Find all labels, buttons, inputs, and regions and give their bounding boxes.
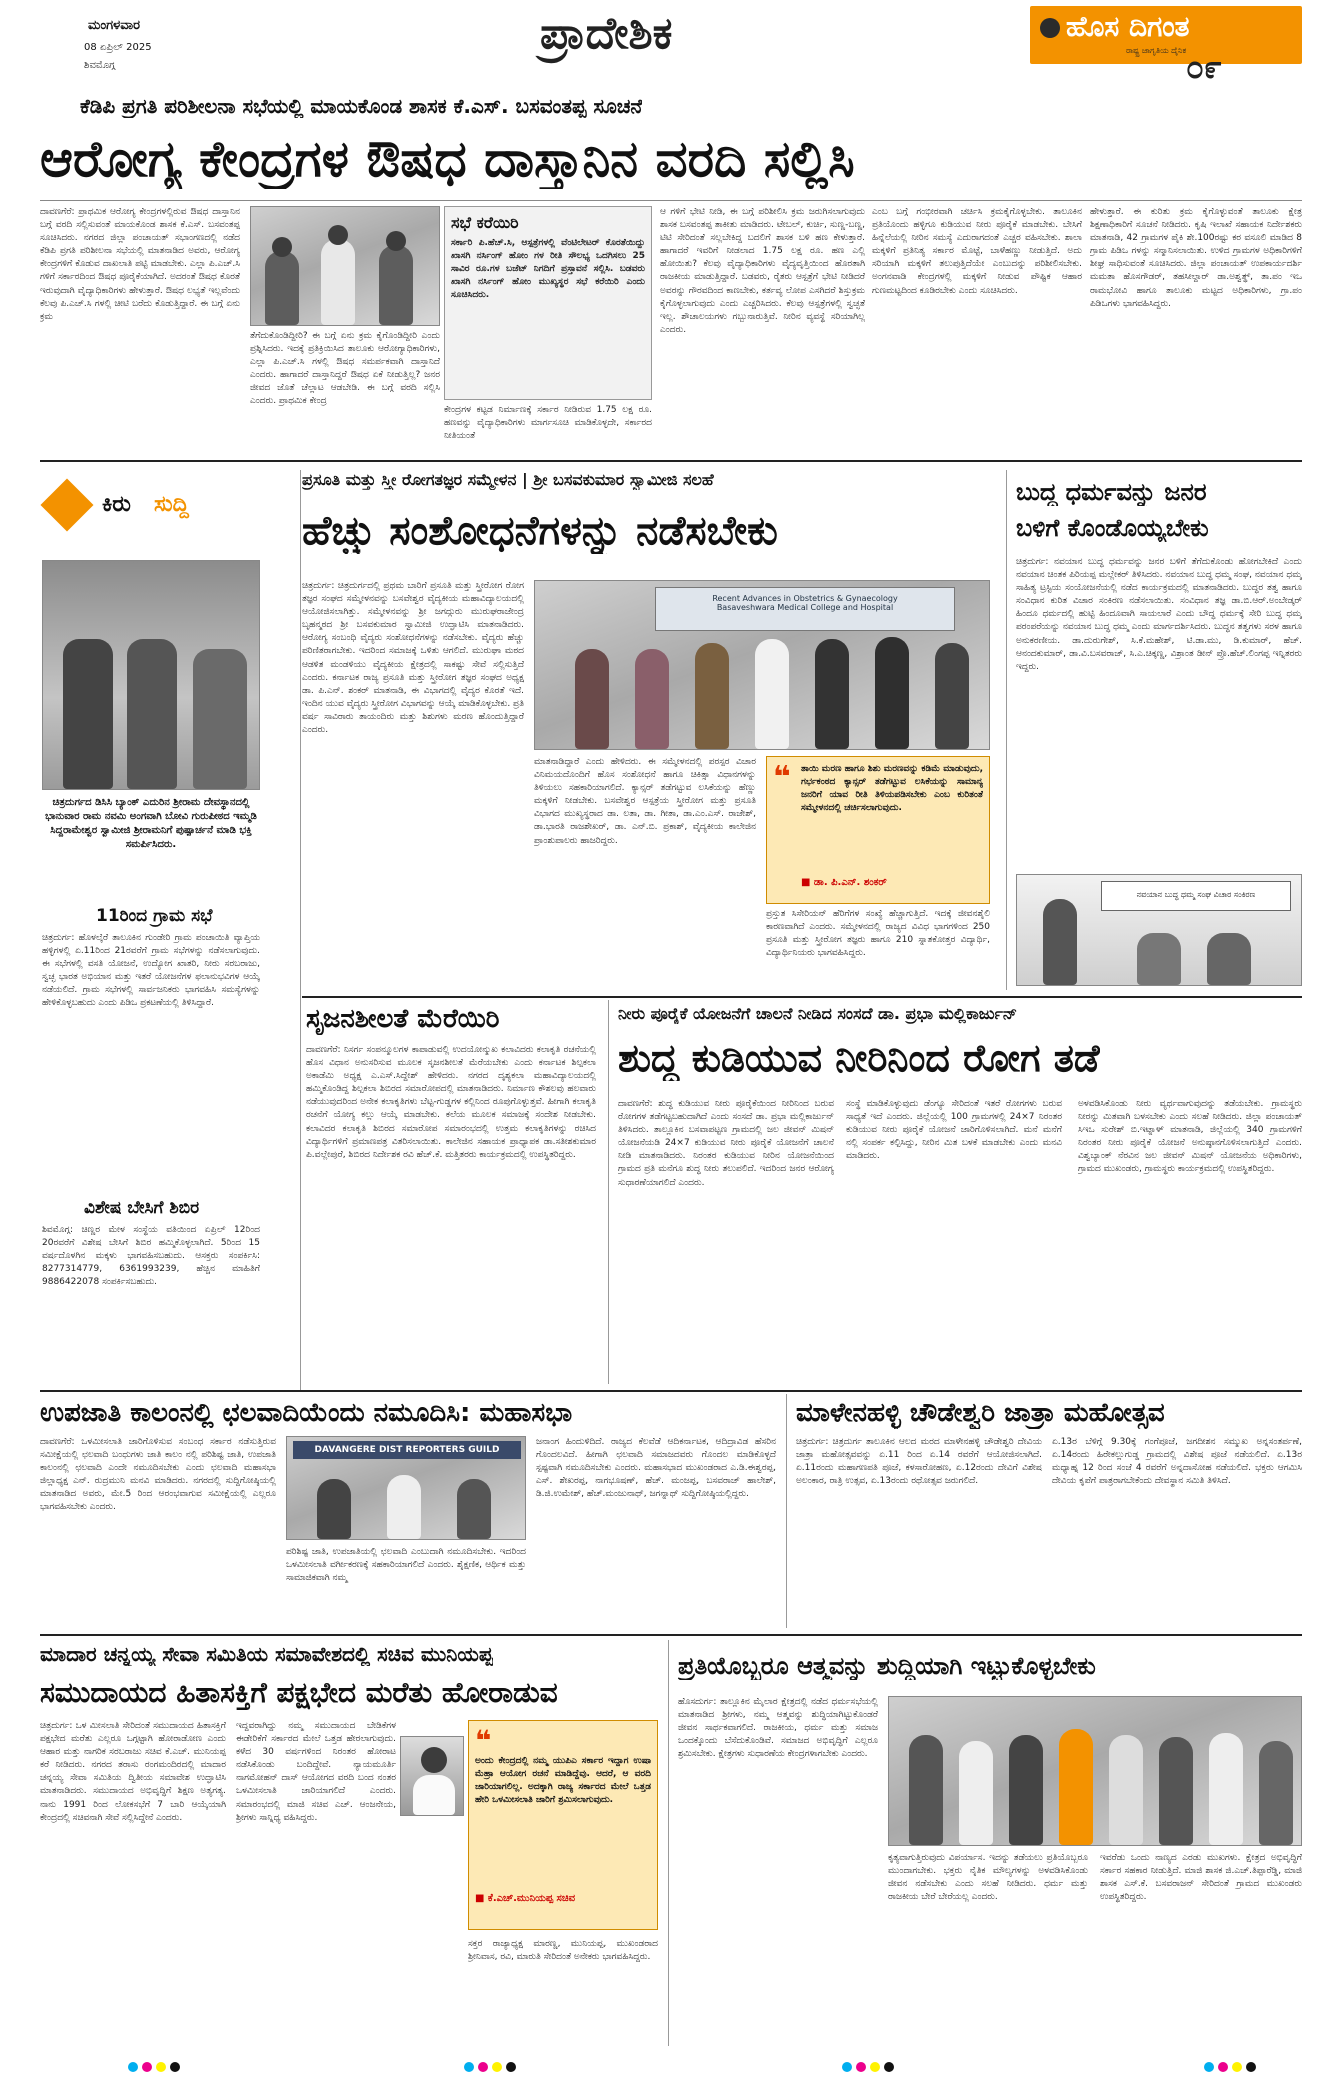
- upajati-col-2: ಪರಿಶಿಷ್ಟ ಜಾತಿ, ಉಪಜಾತಿಯಲ್ಲಿ ಛಲವಾದಿ ಎಂಬುದಾಗಿ ನಮೂದಿಸಬೇಕು. ಇದರಿಂದ ಒಳಮೀಸಲಾತಿ ವರ್ಗೀಕರಣಕ್ಕೆ ಸಹಕಾರಿಯಾಗಲಿದೆ ಎಂದರು. ಶೈಕ್ಷಣಿಕ, ಆರ್ಥಿಕ ಮತ್ತು ಸಾಮಾಜಿಕವಾಗಿ ನಮ್ಮ: [286, 1547, 526, 1584]
- buddha-photo: [1016, 874, 1302, 986]
- upajati-photo: [286, 1436, 526, 1540]
- lead-box-title: ಸಭೆ ಕರೆಯಿರಿ: [451, 213, 519, 232]
- buddha-headline-b: ಬಳಿಗೆ ಕೊಂಡೊಯ್ಯಬೇಕು: [1016, 514, 1209, 542]
- lead-headline: ಆರೋಗ್ಯ ಕೇಂದ್ರಗಳ ಔಷಧ ದಾಸ್ತಾನಿನ ವರದಿ ಸಲ್ಲಿಸಿ: [40, 130, 855, 188]
- prasuti-col-2: ಮಾತನಾಡಿದ್ದಾರೆ ಎಂದು ಹೇಳಿದರು. ಈ ಸಮ್ಮೇಳನದಲ್ಲಿ ಪರಸ್ಪರ ವಿಚಾರ ವಿನಿಮಯದೊಂದಿಗೆ ಹೊಸ ಸಂಶೋಧನೆ ಹಾಗೂ ಚಿಕಿತ್ಸಾ ವಿಧಾನಗಳನ್ನು ತಿಳಿಯಲು ಸಹಕಾರಿಯಾಗಲಿದೆ. ಕ್ಯಾನ್ಸರ್ ತಡೆಗಟ್ಟುವ ಲಸಿಕೆಯನ್ನು ಹೆಣ್ಣು ಮಕ್ಕಳಿಗೆ ನೀಡಬೇಕು. ಬಸವೇಶ್ವರ ಆಸ್ಪತ್ರೆಯ ಸ್ತ್ರೀರೋಗ ಮತ್ತು ಪ್ರಸೂತಿ ವಿಭಾಗದ ಮುಖ್ಯಸ್ಥರಾದ ಡಾ. ಲತಾ, ಡಾ. ಗೀತಾ, ಡಾ.ಎಂ.ಎಸ್. ರಾಜೇಶ್, ಡಾ.ಭಾರತಿ ರಾಜಶೇಖರ್, ಡಾ. ಎನ್.ಬಿ. ಪ್ರಕಾಶ್, ವೈದ್ಯಕೀಯ ಕಾಲೇಜಿನ ಪ್ರಾಂಶುಪಾಲರು ಹಾಜರಿದ್ದರು.: [534, 757, 756, 846]
- muniyappa-photo: [400, 1736, 464, 1816]
- kiru-suddi-header: [42, 480, 252, 538]
- conference-banner-line-2: Basaveshwara Medical College and Hospital: [716, 603, 894, 612]
- srujan-para: ದಾವಣಗೆರೆ: ನಿಸರ್ಗ ಸಂಪನ್ಮೂಲಗಳ ಕಾಪಾಡುವಲ್ಲಿ ಉದಯೋನ್ಮುಖ ಕಲಾವಿದರು ಕಲಾಕೃತಿ ರಚನೆಯಲ್ಲಿ ಹೊಸ ವಿಧಾನ ಅನುಸರಿಸುವ ಮೂಲಕ ಸೃಜನಶೀಲತೆ ಮೆರೆಯಬೇಕು ಎಂದು ಕರ್ನಾಟಕ ಶಿಲ್ಪಕಲಾ ಅಕಾಡೆಮಿ ಅಧ್ಯಕ್ಷ ಎ.ಎಸ್.ಸಿದ್ದೇಶ್ ಹೇಳಿದರು. ನಗರದ ದೃಶ್ಯಕಲಾ ಮಹಾವಿದ್ಯಾಲಯದಲ್ಲಿ ಹಮ್ಮಿಕೊಂಡಿದ್ದ ಶಿಲ್ಪಕಲಾ ಶಿಬಿರದ ಸಮಾರೋಪದಲ್ಲಿ ಮಾತನಾಡಿದರು. ನಿರ್ಮಾಣ ಕೌಶಲವು ಹಲವಾರು ನಡೆಯುವುದರಿಂದ ಅನೇಕ ಕಲಾಕೃತಿಗಳು ಬೆಟ್ಟ-ಗುಡ್ಡಗಳ ಕಲ್ಲಿನಿಂದ ರೂಪುಗೊಳ್ಳುತ್ತವೆ. ಹೀಗಾಗಿ ಕಲಾಕೃತಿ ರಚನೆಗೆ ಯೋಗ್ಯ ಕಲ್ಲು ಆಯ್ಕೆ ಮಾಡಬೇಕು. ಕಲೆಯ ಮೂಲಕ ಸಮಾಜಕ್ಕೆ ಸಂದೇಶ ನೀಡಬೇಕು. ಕಲಾವಿದರ ಕಲಾಕೃತಿ ಶಿಬಿರದ ಸಮಾರೋಪ ಸಮಾರಂಭದಲ್ಲಿ ಉತ್ತಮ ಕಲಾಕೃತಿಗಳನ್ನು ರಚಿಸಿದ ವಿದ್ಯಾರ್ಥಿಗಳಿಗೆ ಪ್ರಮಾಣಪತ್ರ ವಿತರಿಸಲಾಯಿತು. ಕಾಲೇಜಿನ ಸಹಾಯಕ ಪ್ರಾಧ್ಯಾಪಕ ಡಾ.ಸತೀಶಕುಮಾರ ಪಿ.ವಲ್ಲೇಪುರೆ, ಶಿಬಿರದ ನಿರ್ದೇಶಕ ರವಿ ಹೆಚ್.ಕೆ. ಮತ್ತಿತರರು ಕಾರ್ಯಕ್ರಮದಲ್ಲಿ ಉಪಸ್ಥಿತರಿದ್ದರು.: [306, 1045, 596, 1160]
- lead-col-5: ಎಂಬ ಬಗ್ಗೆ ಗಂಭೀರವಾಗಿ ಚರ್ಚಿಸಿ ಕ್ರಮಕೈಗೊಳ್ಳಬೇಕು. ತಾಲೂಕಿನ ಪ್ರತಿಯೊಂದು ಹಳ್ಳಿಗೂ ಕುಡಿಯುವ ನೀರು ಪೂರೈಕೆ ಮಾಡಬೇಕು. ಬೇಸಿಗೆ ಹಿನ್ನೆಲೆಯಲ್ಲಿ ನೀರಿನ ಸಮಸ್ಯೆ ಎದುರಾಗದಂತೆ ಎಚ್ಚರ ವಹಿಸಬೇಕು. ಶಾಲಾ ಮಕ್ಕಳಿಗೆ ಪ್ರತಿನಿತ್ಯ ಸರ್ಕಾರ ಮೊಟ್ಟೆ, ಬಾಳೆಹಣ್ಣು ನೀಡುತ್ತಿದೆ. ಅದು ಸರಿಯಾಗಿ ಮಕ್ಕಳಿಗೆ ತಲುಪುತ್ತಿದೆಯೇ ಎಂಬುದನ್ನು ಪರಿಶೀಲಿಸಬೇಕು. ಅಂಗನವಾಡಿ ಕೇಂದ್ರಗಳಲ್ಲಿ ಮಕ್ಕಳಿಗೆ ನೀಡುವ ಪೌಷ್ಟಿಕ ಆಹಾರ ಗುಣಮಟ್ಟದಿಂದ ಕೂಡಿರಬೇಕು ಎಂದು ಸೂಚಿಸಿದರು.: [872, 207, 1082, 296]
- lead-kicker: ಕೆಡಿಪಿ ಪ್ರಗತಿ ಪರಿಶೀಲನಾ ಸಭೆಯಲ್ಲಿ ಮಾಯಕೊಂಡ ಶಾಸಕ ಕೆ.ಎಸ್‌. ಬಸವಂತಪ್ಪ ಸೂಚನೆ: [80, 94, 643, 118]
- lead-col-3: ಕೇಂದ್ರಗಳ ಕಟ್ಟಡ ನಿರ್ಮಾಣಕ್ಕೆ ಸರ್ಕಾರ ನೀಡಿರುವ 1.75 ಲಕ್ಷ ರೂ. ಹಣವನ್ನು ವೈದ್ಯಾಧಿಕಾರಿಗಳು ಮಾರ್ಗಸೂಚಿ ಮಾಡಿಕೊಳ್ಳದೇ, ಸರ್ಕಾರದ ನೀತಿಯಂತೆ: [444, 405, 652, 442]
- lead-photo: [250, 206, 440, 326]
- malenahalli-col-1: ಚಿತ್ರದುರ್ಗ: ಚಿತ್ರದುರ್ಗ ತಾಲೂಕಿನ ಆಲದ ಮರದ ಮಾಳೇನಹಳ್ಳಿ ಚೌಡೇಶ್ವರಿ ದೇವಿಯ ಜಾತ್ರಾ ಮಹೋತ್ಸವವನ್ನು ಏ.11 ರಿಂದ ಏ.14 ರವರೆಗೆ ಆಯೋಜಿಸಲಾಗಿದೆ. ಏ.11ರಂದು ಮಹಾಗಣಪತಿ ಪೂಜೆ, ಕಳಸಾರೋಹಣ, ಏ.12ರಂದು ದೇವಿಗೆ ವಿಶೇಷ ಅಲಂಕಾರ, ರಾತ್ರಿ ಉತ್ಸವ, ಏ.13ರಂದು ರಥೋತ್ಸವ ಜರುಗಲಿದೆ.: [796, 1437, 1042, 1487]
- hand-icon: [40, 478, 93, 531]
- kiru-para-1: ಚಿತ್ರದುರ್ಗ: ಹೊಳಲ್ಕೆರೆ ತಾಲೂಕಿನ ಗುಂಡೇರಿ ಗ್ರಾಮ ಪಂಚಾಯಿತಿ ವ್ಯಾಪ್ತಿಯ ಹಳ್ಳಿಗಳಲ್ಲಿ ಏ.11ರಿಂದ 21ರವರೆಗೆ ಗ್ರಾಮ ಸಭೆಗಳನ್ನು ನಡೆಸಲಾಗುವುದು. ಈ ಸಭೆಗಳಲ್ಲಿ ವಸತಿ ಯೋಜನೆ, ಉದ್ಯೋಗ ಖಾತರಿ, ನೀರು ಸರಬರಾಜು, ಸ್ವಚ್ಛ ಭಾರತ ಅಭಿಯಾನ ಮತ್ತು ಇತರೆ ಯೋಜನೆಗಳ ಫಲಾನುಭವಿಗಳ ಆಯ್ಕೆ ನಡೆಯಲಿದೆ. ಗ್ರಾಮ ಸಭೆಗಳಲ್ಲಿ ಸಾರ್ವಜನಿಕರು ಭಾಗವಹಿಸಿ ಸಮಸ್ಯೆಗಳನ್ನು ಹೇಳಿಕೊಳ್ಳಬಹುದು ಎಂದು ಪಿಡಿಒ ಪ್ರಕಟಣೆಯಲ್ಲಿ ತಿಳಿಸಿದ್ದಾರೆ.: [42, 933, 260, 1009]
- atma-col-3: ಇವರೆಡು ಒಂದು ನಾಣ್ಯದ ಎರಡು ಮುಖಗಳು. ಕ್ಷೇತ್ರದ ಅಭಿವೃದ್ಧಿಗೆ ಸರ್ಕಾರ ಸಹಕಾರ ನೀಡುತ್ತಿದೆ. ಮಾಜಿ ಶಾಸಕ ಜಿ.ಎಚ್.ತಿಪ್ಪಾರೆಡ್ಡಿ, ಮಾಜಿ ಶಾಸಕ ಎಸ್.ಕೆ. ಬಸವರಾಜನ್ ಸೇರಿದಂತೆ ಗ್ರಾಮದ ಮುಖಂಡರು ಉಪಸ್ಥಿತರಿದ್ದರು.: [1100, 1853, 1302, 1903]
- masthead: [0, 0, 1339, 84]
- atma-col-1: ಹೊಸದುರ್ಗ: ತಾಲ್ಲೂಕಿನ ಮೈಲಾರ ಕ್ಷೇತ್ರದಲ್ಲಿ ನಡೆದ ಧರ್ಮಸಭೆಯಲ್ಲಿ ಮಾತನಾಡಿದ ಶ್ರೀಗಳು, ನಮ್ಮ ಆತ್ಮವನ್ನು ಶುದ್ಧಿಯಾಗಿಟ್ಟುಕೊಂಡರೆ ಜೀವನ ಸಾರ್ಥಕವಾಗಲಿದೆ. ರಾಜಕೀಯ, ಧರ್ಮ ಮತ್ತು ಸಮಾಜ ಒಂದಕ್ಕೊಂದು ಬೆಸೆದುಕೊಂಡಿವೆ. ಸಮಾಜದ ಅಭಿವೃದ್ಧಿಗೆ ಎಲ್ಲರೂ ಶ್ರಮಿಸಬೇಕು. ಕ್ಷೇತ್ರಗಳು ಸುಧಾರಣೆಯ ಕೇಂದ್ರಗಳಾಗಬೇಕು ಎಂದರು.: [678, 1697, 878, 1760]
- buddha-banner: [1101, 881, 1291, 911]
- paper-name: ಹೊಸ ದಿಗಂತ: [1066, 10, 1190, 43]
- madara-kicker: ಮಾದಾರ ಚನ್ನಯ್ಯ ಸೇವಾ ಸಮಿತಿಯ ಸಮಾವೇಶದಲ್ಲಿ ಸಚಿವ ಮುನಿಯಪ್ಪ: [40, 1642, 494, 1666]
- prasuti-headline: ಹೆಚ್ಚು ಸಂಶೋಧನೆಗಳನ್ನು ನಡೆಸಬೇಕು: [302, 508, 778, 554]
- reporters-guild-banner: DAVANGERE DIST REPORTERS GUILD: [293, 1441, 521, 1459]
- madara-headline: ಸಮುದಾಯದ ಹಿತಾಸಕ್ತಿಗೆ ಪಕ್ಷಭೇದ ಮರೆತು ಹೋರಾಡುವ: [40, 1676, 558, 1709]
- lead-col-6: ಹೇಳುತ್ತಾರೆ. ಈ ಕುರಿತು ಕ್ರಮ ಕೈಗೊಳ್ಳುವಂತೆ ತಾಲೂಕು ಕ್ಷೇತ್ರ ಶಿಕ್ಷಣಾಧಿಕಾರಿಗೆ ಸೂಚನೆ ನೀಡಿದರು. ಕೃಷಿ ಇಲಾಖೆ ಸಹಾಯಕ ನಿರ್ದೇಶಕರು ಮಾತನಾಡಿ, 42 ಗ್ರಾಮಗಳ ಪೈಕಿ ಶೇ.100ರಷ್ಟು ಕರ ವಸೂಲಿ ಮಾಡಿದ 8 ಗ್ರಾಮ ಪಿಡಿಒ ಗಳನ್ನು ಸನ್ಮಾನಿಸಲಾಯಿತು. ಉಳಿದ ಗ್ರಾಮಗಳ ಅಧಿಕಾರಿಗಳಿಗೆ ಶೀಘ್ರ ಸಾಧಿಸುವಂತೆ ಸೂಚಿಸಿದರು. ಜಿಲ್ಲಾ ಪಂಚಾಯತ್ ಉಪಕಾರ್ಯದರ್ಶಿ ಮಮತಾ ಹೊಸಗೌಡರ್, ತಹಸೀಲ್ದಾರ್ ಡಾ.ಅಶ್ವತ್ಥ್, ತಾ.ಪಂ ಇಒ ರಾಮಭೋವಿ ಹಾಗೂ ತಾಲೂಕು ಮಟ್ಟದ ಅಧಿಕಾರಿಗಳು, ಗ್ರಾ.ಪಂ ಪಿಡಿಒಗಳು ಭಾಗವಹಿಸಿದ್ದರು.: [1090, 207, 1302, 309]
- madara-quote-box: [468, 1720, 658, 1930]
- upajati-col-1: ದಾವಣಗೆರೆ: ಒಳಮೀಸಲಾತಿ ಜಾರಿಗೊಳಿಸುವ ಸಂಬಂಧ ಸರ್ಕಾರ ನಡೆಸುತ್ತಿರುವ ಸಮೀಕ್ಷೆಯಲ್ಲಿ ಛಲವಾದಿ ಬಂಧುಗಳು ಜಾತಿ ಕಾಲಂ ನಲ್ಲಿ ಪರಿಶಿಷ್ಟ ಜಾತಿ, ಉಪಜಾತಿ ಕಾಲಂನಲ್ಲಿ ಛಲವಾದಿ ಎಂದೇ ನಮೂದಿಸಬೇಕು ಎಂದು ಛಲವಾದಿ ಮಹಾಸಭಾ ಜಿಲ್ಲಾಧ್ಯಕ್ಷ ಎನ್. ರುದ್ರಮುನಿ ಮನವಿ ಮಾಡಿದರು. ನಗರದಲ್ಲಿ ಸುದ್ದಿಗೋಷ್ಠಿಯಲ್ಲಿ ಮಾತನಾಡಿದ ಅವರು, ಮೇ.5 ರಿಂದ ಆರಂಭವಾಗುವ ಸಮೀಕ್ಷೆಯಲ್ಲಿ ಎಲ್ಲರೂ ಭಾಗವಹಿಸಬೇಕು ಎಂದರು.: [40, 1437, 276, 1513]
- kiru-para-2: ಶಿವಮೊಗ್ಗ: ಚಿಣ್ಣರ ಮೇಳ ಸಂಸ್ಥೆಯ ವತಿಯಿಂದ ಏಪ್ರಿಲ್ 12ರಿಂದ 20ರವರೆಗೆ ವಿಶೇಷ ಬೇಸಿಗೆ ಶಿಬಿರ ಹಮ್ಮಿಕೊಳ್ಳಲಾಗಿದೆ. 5ರಿಂದ 15 ವರ್ಷದೊಳಗಿನ ಮಕ್ಕಳು ಭಾಗವಹಿಸಬಹುದು. ಆಸಕ್ತರು ಸಂಪರ್ಕಿಸಿ: 8277314779, 6361993239, ಹೆಚ್ಚಿನ ಮಾಹಿತಿಗೆ 9886422078 ಸಂಪರ್ಕಿಸಬಹುದು.: [42, 1225, 260, 1288]
- date-label: 08 ಏಪ್ರಿಲ್ 2025: [84, 42, 152, 53]
- prasuti-col-3: ಪ್ರಸ್ತುತ ಸಿಸೇರಿಯನ್ ಹೆರಿಗೆಗಳ ಸಂಖ್ಯೆ ಹೆಚ್ಚಾಗುತ್ತಿದೆ. ಇದಕ್ಕೆ ಜೀವನಶೈಲಿ ಕಾರಣವಾಗಿದೆ ಎಂದರು. ಸಮ್ಮೇಳನದಲ್ಲಿ ರಾಜ್ಯದ ವಿವಿಧ ಭಾಗಗಳಿಂದ 250 ಪ್ರಸೂತಿ ಮತ್ತು ಸ್ತ್ರೀರೋಗ ತಜ್ಞರು ಹಾಗೂ 210 ಸ್ನಾತಕೋತ್ತರ ವಿದ್ಯಾರ್ಥಿ, ವಿದ್ಯಾರ್ಥಿನಿಯರು ಭಾಗವಹಿಸಿದ್ದರು.: [766, 909, 990, 959]
- section-title: ಪ್ರಾದೇಶಿಕ: [540, 8, 673, 59]
- shuddha-col-3: ಅಳವಡಿಸಿಕೊಂಡು ನೀರು ವ್ಯರ್ಥವಾಗುವುದನ್ನು ತಡೆಯಬೇಕು. ಗ್ರಾಮಸ್ಥರು ನೀರನ್ನು ಮಿತವಾಗಿ ಬಳಸಬೇಕು ಎಂದು ಸಲಹೆ ನೀಡಿದರು. ಜಿಲ್ಲಾ ಪಂಚಾಯತ್ ಸಿಇಒ ಸುರೇಶ್ ಬಿ.ಇಟ್ನಾಳ್ ಮಾತನಾಡಿ, ಜಿಲ್ಲೆಯಲ್ಲಿ 340 ಗ್ರಾಮಗಳಿಗೆ ನಿರಂತರ ನೀರು ಪೂರೈಕೆ ಯೋಜನೆ ಅನುಷ್ಠಾನಗೊಳಿಸಲಾಗುತ್ತಿದೆ ಎಂದರು. ವಿಶ್ವಬ್ಯಾಂಕ್ ನೆರವಿನ ಜಲ ಜೀವನ್ ಮಿಷನ್ ಯೋಜನೆಯ ಅಧಿಕಾರಿಗಳು, ಗ್ರಾಮದ ಮುಖಂಡರು, ಗ್ರಾಮಸ್ಥರು ಕಾರ್ಯಕ್ರಮದಲ್ಲಿ ಉಪಸ್ಥಿತರಿದ್ದರು.: [1078, 1099, 1302, 1175]
- madara-quote-by: ■ ಕೆ.ಎಚ್.ಮುನಿಯಪ್ಪ ಸಚಿವ: [475, 1893, 575, 1904]
- kiru-label-b: ಸುದ್ದಿ: [154, 492, 189, 517]
- quote-icon: ❝: [475, 1724, 492, 1757]
- shuddha-kicker: ನೀರು ಪೂರೈಕೆ ಯೋಜನೆಗೆ ಚಾಲನೆ ನೀಡಿದ ಸಂಸದೆ ಡಾ. ಪ್ರಭಾ ಮಲ್ಲಿಕಾರ್ಜುನ್: [618, 1004, 1018, 1023]
- buddha-banner-text: ನವಯಾನ ಬುದ್ಧ ಧಮ್ಮ ಸಂಘ ವಿಚಾರ ಸಂಕಿರಣ: [1136, 890, 1256, 899]
- madara-col-3: ಸಕ್ತರ ರಾಜ್ಯಾಧ್ಯಕ್ಷ ಮಾರಣ್ಣ, ಮುನಿಯಪ್ಪ, ಮುಖಂಡರಾದ ಶ್ರೀನಿವಾಸ, ರವಿ, ಮಾರುತಿ ಸೇರಿದಂತೆ ಅನೇಕರು ಭಾಗವಹಿಸಿದ್ದರು.: [468, 1939, 658, 1963]
- masthead-logo: [1030, 6, 1302, 64]
- malenahalli-col-2: ಏ.13ರ ಬೆಳಿಗ್ಗೆ 9.30ಕ್ಕೆ ಗಂಗೆಪೂಜೆ, ಜಗದೀಶನ ಸಮ್ಮುಖ ಅನ್ನಸಂತರ್ಪಣೆ, ಏ.14ರಂದು ಹಿರೇಕಲ್ಲುಗುಡ್ಡ ಗ್ರಾಮದಲ್ಲಿ ವಿಶೇಷ ಪೂಜೆ ನಡೆಯಲಿದೆ. ಏ.13ರ ಮಧ್ಯಾಹ್ನ 12 ರಿಂದ ಸಂಜೆ 4 ರವರೆಗೆ ಅನ್ನದಾಸೋಹ ನಡೆಯಲಿದೆ. ಭಕ್ತರು ಆಗಮಿಸಿ ದೇವಿಯ ಕೃಪೆಗೆ ಪಾತ್ರರಾಗಬೇಕೆಂದು ದೇವಸ್ಥಾನ ಸಮಿತಿ ತಿಳಿಸಿದೆ.: [1052, 1437, 1302, 1487]
- kiru-heading-1: 11ರಿಂದ ಗ್ರಾಮ ಸಭೆ: [96, 906, 213, 926]
- prasuti-kicker: ಪ್ರಸೂತಿ ಮತ್ತು ಸ್ತ್ರೀ ರೋಗತಜ್ಞರ ಸಮ್ಮೇಳನ | ಶ್ರೀ ಬಸವಕುಮಾರ ಸ್ವಾಮೀಜಿ ಸಲಹೆ: [302, 470, 714, 489]
- prasuti-quote: ತಾಯಿ ಮರಣ ಹಾಗೂ ಶಿಶು ಮರಣವನ್ನು ಕಡಿಮೆ ಮಾಡುವುದು, ಗರ್ಭಕಂಠದ ಕ್ಯಾನ್ಸರ್ ತಡೆಗಟ್ಟುವ ಲಸಿಕೆಯನ್ನು ಸಾಮಾನ್ಯ ಜನರಿಗೆ ಯಾವ ರೀತಿ ತಿಳಿಯಪಡಿಸಬೇಕು ಎಂಬ ಕುರಿತಂತೆ ಸಮ್ಮೇಳನದಲ್ಲಿ ಚರ್ಚಿಸಲಾಗುವುದು.: [801, 764, 983, 814]
- city-label: ಶಿವಮೊಗ್ಗ: [84, 60, 116, 71]
- atma-col-2: ಕೃತ್ಯವಾಗುತ್ತಿರುವುದು ವಿಪರ್ಯಾಸ. ಇದನ್ನು ತಡೆಯಲು ಪ್ರತಿಯೊಬ್ಬರೂ ಮುಂದಾಗಬೇಕು. ಭಕ್ತರು ನೈತಿಕ ಮೌಲ್ಯಗಳನ್ನು ಅಳವಡಿಸಿಕೊಂಡು ಜೀವನ ನಡೆಸಬೇಕು ಎಂದು ಸಲಹೆ ನೀಡಿದರು. ಧರ್ಮ ಮತ್ತು ರಾಜಕೀಯ ಬೇರೆ ಬೇರೆಯಲ್ಲ ಎಂದರು.: [888, 1853, 1088, 1903]
- day-label: ಮಂಗಳವಾರ: [88, 18, 141, 33]
- prasuti-photo: [534, 580, 990, 750]
- kiru-heading-2: ವಿಶೇಷ ಬೇಸಿಗೆ ಶಿಬಿರ: [84, 1198, 200, 1218]
- atma-photo: [888, 1696, 1302, 1846]
- malenahalli-headline: ಮಾಳೇನಹಳ್ಳಿ ಚೌಡೇಶ್ವರಿ ಜಾತ್ರಾ ಮಹೋತ್ಸವ: [796, 1398, 1165, 1428]
- prasuti-col-1: ಚಿತ್ರದುರ್ಗ: ಚಿತ್ರದುರ್ಗದಲ್ಲಿ ಪ್ರಥಮ ಬಾರಿಗೆ ಪ್ರಸೂತಿ ಮತ್ತು ಸ್ತ್ರೀರೋಗ ರೋಗ ತಜ್ಞರ ಸಂಘದ ಸಮ್ಮೇಳನವನ್ನು ಬಸವೇಶ್ವರ ವೈದ್ಯಕೀಯ ಮಹಾವಿದ್ಯಾಲಯದಲ್ಲಿ ಆಯೋಜಿಸಲಾಗಿತ್ತು. ಸಮ್ಮೇಳನವನ್ನು ಶ್ರೀ ಜಗದ್ಗುರು ಮುರುಘರಾಜೇಂದ್ರ ಬೃಹನ್ಮಠದ ಶ್ರೀ ಬಸವಕುಮಾರ ಸ್ವಾಮೀಜಿ ಉದ್ಘಾಟಿಸಿ ಮಾತನಾಡಿದರು. ಆರೋಗ್ಯ ಸಂಬಂಧಿ ವೈದ್ಯರು ಸಂಶೋಧನೆಗಳನ್ನು ನಡೆಸಬೇಕು. ವೈದ್ಯರು ಹೆಚ್ಚು ಪರಿಣಿತರಾಗಬೇಕು. ಇದರಿಂದ ಸಮಾಜಕ್ಕೆ ಒಳಿತು ಆಗಲಿದೆ. ಮುರುಘಾ ಮಠದ ಆಡಳಿತ ಮಂಡಳಿಯು ವೈದ್ಯಕೀಯ ಕ್ಷೇತ್ರದಲ್ಲಿ ಸಾಕಷ್ಟು ಸೇವೆ ಸಲ್ಲಿಸುತ್ತಿದೆ ಎಂದರು. ಕರ್ನಾಟಕ ರಾಜ್ಯ ಪ್ರಸೂತಿ ಮತ್ತು ಸ್ತ್ರೀರೋಗ ತಜ್ಞರ ಸಂಘದ ಅಧ್ಯಕ್ಷ ಡಾ. ಪಿ.ಎನ್. ಶಂಕರ್ ಮಾತನಾಡಿ, ಈ ವಿಭಾಗದಲ್ಲಿ ವೈದ್ಯರ ಕೊರತೆ ಇದೆ. ಇಂದಿನ ಯುವ ವೈದ್ಯರು ಸ್ತ್ರೀರೋಗ ವಿಭಾಗವನ್ನು ಆಯ್ಕೆ ಮಾಡಿಕೊಳ್ಳಬೇಕು. ಪ್ರತಿ ವರ್ಷ ಸಾವಿರಾರು ತಾಯಂದಿರು ಮತ್ತು ಶಿಶುಗಳು ಮರಣ ಹೊಂದುತ್ತಿದ್ದಾರೆ ಎಂದರು.: [302, 581, 524, 736]
- lead-col-4: ಆ ಗಳಿಗೆ ಭೇಟಿ ನೀಡಿ, ಈ ಬಗ್ಗೆ ಪರಿಶೀಲಿಸಿ ಕ್ರಮ ಜರುಗಿಸಲಾಗುವುದು ಶಾಸಕ ಬಸವಂತಪ್ಪ ತಾಕೀತು ಮಾಡಿದರು. ಟೇಬಲ್, ಕುರ್ಚಿ, ಸುಣ್ಣ-ಬಣ್ಣ, ಟಿಟಿ ಸೇರಿದಂತೆ ಸಲ್ಲಬೇಕಿದ್ದ ಬದಲಿಗೆ ಶಾಸಕ ಬಳಿ ಹಣ ಕೇಳುತ್ತಾರೆ. ಹಾಗಾದರೆ ಇವರಿಗೆ ನೀಡಲಾದ 1.75 ಲಕ್ಷ ರೂ. ಹಣ ಎಲ್ಲಿ ಹೋಯಿತು? ಕೆಲವು ವೈದ್ಯಾಧಿಕಾರಿಗಳು ವೈದ್ಯವೃತ್ತಿಯಿಂದ ಹೊರತಾಗಿ ರಾಜಕೀಯ ಮಾಡುತ್ತಿದ್ದಾರೆ. ಬಡವರು, ರೈತರು ಆಸ್ಪತ್ರೆಗೆ ಭೇಟಿ ನೀಡಿದರೆ ಅವರನ್ನು ಗೌರವದಿಂದ ಕಾಣಬೇಕು, ಕರ್ತವ್ಯ ಲೋಪ ಎಸಗಿದರೆ ಶಿಸ್ತುಕ್ರಮ ಕೈಗೊಳ್ಳಲಾಗುವುದು ಎಂದು ಎಚ್ಚರಿಸಿದರು. ಕೆಲವು ಆಸ್ಪತ್ರೆಗಳಲ್ಲಿ ಸ್ವಚ್ಛತೆ ಇಲ್ಲ. ಶೌಚಾಲಯಗಳು ಗಬ್ಬುನಾರುತ್ತಿವೆ. ನೀರಿನ ವ್ಯವಸ್ಥೆ ಸರಿಯಾಗಿಲ್ಲ ಎಂದರು.: [660, 207, 865, 335]
- kiru-label-a: ಕಿರು: [102, 492, 131, 517]
- prasuti-quote-by: ■ ಡಾ. ಪಿ.ಎನ್. ಶಂಕರ್: [801, 877, 887, 888]
- upajati-headline: ಉಪಜಾತಿ ಕಾಲಂನಲ್ಲಿ ಛಲವಾದಿಯೆಂದು ನಮೂದಿಸಿ: ಮಹಾಸಭಾ: [40, 1398, 573, 1428]
- buddha-headline-a: ಬುದ್ಧ ಧರ್ಮವನ್ನು ಜನರ: [1016, 478, 1207, 506]
- shuddha-headline: ಶುದ್ಧ ಕುಡಿಯುವ ನೀರಿನಿಂದ ರೋಗ ತಡೆ: [618, 1036, 1100, 1080]
- shuddha-col-2: ಸಂಸ್ಥೆ ಮಾಡಿಕೊಳ್ಳುವುದು ಡೆಂಗ್ಯೂ ಸೇರಿದಂತೆ ಇತರೆ ರೋಗಗಳು ಬರುವ ಸಾಧ್ಯತೆ ಇದೆ ಎಂದರು. ಜಿಲ್ಲೆಯಲ್ಲಿ 100 ಗ್ರಾಮಗಳಲ್ಲಿ 24×7 ನಿರಂತರ ಕುಡಿಯುವ ನೀರು ಪೂರೈಕೆ ಯೋಜನೆ ಜಾರಿಗೊಳಿಸಲಾಗಿದೆ. ಮನೆ ಮನೆಗೆ ನಲ್ಲಿ ಸಂಪರ್ಕ ಕಲ್ಪಿಸಿದ್ದು, ನೀರಿನ ಮಿತ ಬಳಕೆ ಮಾಡಬೇಕು ಎಂದು ಮನವಿ ಮಾಡಿದರು.: [846, 1099, 1062, 1162]
- buddha-para: ಚಿತ್ರದುರ್ಗ: ನವಯಾನ ಬುದ್ಧ ಧರ್ಮವನ್ನು ಜನರ ಬಳಿಗೆ ತೆಗೆದುಕೊಂಡು ಹೋಗಬೇಕಿದೆ ಎಂದು ನವಯಾನ ಚಿಂತಕ ಪಿರಿಯಪ್ಪ ಮಲ್ಲೇಕರ್ ತಿಳಿಸಿದರು. ನವಯಾನ ಬುದ್ಧ ಧಮ್ಮ ಸಂಘ, ನವಯಾನ ಧಮ್ಮ ಸಾಹಿತ್ಯ ಟ್ರಸ್ಟಿಯ ಸಂಯೋಜನೆಯಲ್ಲಿ ನಡೆದ ಕಾರ್ಯಕ್ರಮದಲ್ಲಿ ಮಾತನಾಡಿದರು. ಬುದ್ಧರ ತತ್ವ ಹಾಗೂ ಸಂವಿಧಾನ ಕುರಿತ ವಿಚಾರ ಸಂಕಿರಣ ನಡೆಸಲಾಯಿತು. ಸಂವಿಧಾನ ತಜ್ಞ ಡಾ.ಬಿ.ಆರ್.ಅಂಬೇಡ್ಕರ್ ಹಿಂದೂ ಧರ್ಮದಲ್ಲಿ ಹುಟ್ಟಿ ಹಿಂದೂವಾಗಿ ಸಾಯಲಾರೆ ಎಂದು ಬೌದ್ಧ ಧರ್ಮಕ್ಕೆ ಸೇರಿ ಬುದ್ಧ ಧಮ್ಮ ಪರಂಪರೆಯನ್ನು ನವಯಾನ ಬುದ್ಧ ಧಮ್ಮ ಎಂದು ಮಾರ್ಗದರ್ಶಿಸಿದರು. ಬುದ್ಧನ ತತ್ವಗಳು ಸರಳ ಹಾಗೂ ಅನುಕರಣೀಯ. ಡಾ.ದುರುಗೇಶ್, ಸಿ.ಕೆ.ಮಹೇಶ್, ಟಿ.ಡಾ.ಮು, ಡಿ.ಕುಮಾರ್, ಹೆಚ್. ಆನಂದಕುಮಾರ್, ಡಾ.ವಿ.ಬಸವರಾಜ್, ಸಿ.ಎ.ಚಿಕ್ಕಣ್ಣ, ವಿಶ್ರಾಂತ ಡೀನ್ ಪ್ರೊ.ಹೆಚ್.ಲಿಂಗಪ್ಪ ಇನ್ನಿತರರು ಇದ್ದರು.: [1016, 557, 1302, 672]
- srujan-headline: ಸೃಜನಶೀಲತೆ ಮೆರೆಯಿರಿ: [306, 1004, 500, 1034]
- lead-col-1: ದಾವಣಗೆರೆ: ಪ್ರಾಥಮಿಕ ಆರೋಗ್ಯ ಕೇಂದ್ರಗಳಲ್ಲಿರುವ ಔಷಧ ದಾಸ್ತಾನಿನ ಬಗ್ಗೆ ವರದಿ ಸಲ್ಲಿಸುವಂತೆ ಮಾಯಕೊಂಡ ಶಾಸಕ ಕೆ.ಎಸ್. ಬಸವಂತಪ್ಪ ಸೂಚಿಸಿದರು. ನಗರದ ಜಿಲ್ಲಾ ಪಂಚಾಯತ್ ಸಭಾಂಗಣದಲ್ಲಿ ನಡೆದ ಕೆಡಿಪಿ ಪ್ರಗತಿ ಪರಿಶೀಲನಾ ಸಭೆಯಲ್ಲಿ ಮಾತನಾಡಿದ ಅವರು, ಆರೋಗ್ಯ ಕೇಂದ್ರಗಳಿಗೆ ಕೊಡುವ ದಾಖಲಾತಿ ಪಟ್ಟಿ ಮಾಡಬೇಕು. ಎಲ್ಲಾ ಪಿ.ಎಚ್.ಸಿ ಗಳಿಗೆ ಸರ್ಕಾರದಿಂದ ಔಷಧ ಪೂರೈಕೆಯಾಗಿದೆ. ಅದರಂತೆ ಔಷಧ ಕೊರತೆ ಇರುವುದಾಗಿ ವೈದ್ಯಾಧಿಕಾರಿಗಳು ಹೇಳುತ್ತಾರೆ. ಔಷಧ ಲಭ್ಯತೆ ಇಲ್ಲವೆಂದು ಕೆಲವು ಪಿ.ಎಚ್.ಸಿ ಗಳಲ್ಲಿ ಚೀಟಿ ಬರೆದು ಕೊಡುತ್ತಿದ್ದಾರೆ. ಈ ಬಗ್ಗೆ ಏನು ಕ್ರಮ: [40, 207, 240, 322]
- prasuti-quote-box: [766, 756, 990, 904]
- paper-tagline: ರಾಷ್ಟ್ರ ಜಾಗೃತಿಯ ದೈನಿಕ: [1126, 46, 1187, 55]
- madara-quote: ಅಂದು ಕೇಂದ್ರದಲ್ಲಿ ನಮ್ಮ ಯುಪಿಎ ಸರ್ಕಾರ ಇದ್ದಾಗ ಉಷಾ ಮೆಹ್ರಾ ಆಯೋಗ ರಚನೆ ಮಾಡಿದ್ದೆವು. ಆದರೆ, ಆ ವರದಿ ಜಾರಿಯಾಗಲಿಲ್ಲ. ಅದಕ್ಕಾಗಿ ರಾಜ್ಯ ಸರ್ಕಾರದ ಮೇಲೆ ಒತ್ತಡ ಹೇರಿ ಒಳಮೀಸಲಾತಿ ಜಾರಿಗೆ ಶ್ರಮಿಸಲಾಗುವುದು.: [475, 1756, 651, 1806]
- lead-box: [444, 206, 652, 400]
- conference-banner-line-1: Recent Advances in Obstetrics & Gynaecology: [712, 594, 898, 603]
- lead-box-text: ಸರ್ಕಾರಿ ಪಿ.ಹೆಚ್.ಸಿ, ಆಸ್ಪತ್ರೆಗಳಲ್ಲಿ ವೆಂಟಿಲೇಟರ್ ಕೊರತೆಯಿದ್ದು ಖಾಸಗಿ ನರ್ಸಿಂಗ್ ಹೋಂ ಗಳ ರೀತಿ ಸೌಲಭ್ಯ ಒದಗಿಸಲು 25 ಸಾವಿರ ರೂ.ಗಳ ಬಜೆಟ್ ನಿಗದಿಗೆ ಪ್ರಸ್ತಾವನೆ ಸಲ್ಲಿಸಿ. ಬಡವರು ಖಾಸಗಿ ನರ್ಸಿಂಗ್ ಹೋಂ ಮುಖ್ಯಸ್ಥರ ಸಭೆ ಕರೆಯಿರಿ ಎಂದು ಸೂಚಿಸಿದರು.: [451, 238, 645, 301]
- madara-col-1: ಚಿತ್ರದುರ್ಗ: ಒಳ ಮೀಸಲಾತಿ ಸೇರಿದಂತೆ ಸಮುದಾಯದ ಹಿತಾಸಕ್ತಿಗೆ ಪಕ್ಷಭೇದ ಮರೆತು ಎಲ್ಲರೂ ಒಗ್ಗಟ್ಟಾಗಿ ಹೋರಾಡೋಣ ಎಂದು ಆಹಾರ ಮತ್ತು ನಾಗರಿಕ ಸರಬರಾಜು ಸಚಿವ ಕೆ.ಎಚ್. ಮುನಿಯಪ್ಪ ಕರೆ ನೀಡಿದರು. ನಗರದ ತರಾಸು ರಂಗಮಂದಿರದಲ್ಲಿ ಮಾದಾರ ಚನ್ನಯ್ಯ ಸೇವಾ ಸಮಿತಿಯ ದ್ವಿತೀಯ ಸಮಾವೇಶ ಉದ್ಘಾಟಿಸಿ ಮಾತನಾಡಿದರು. ಸಮುದಾಯದ ಅಭಿವೃದ್ಧಿಗೆ ಶಿಕ್ಷಣ ಅತ್ಯಗತ್ಯ. ನಾನು 1991 ರಿಂದ ಲೋಕಸಭೆಗೆ 7 ಬಾರಿ ಆಯ್ಕೆಯಾಗಿ ಕೇಂದ್ರದಲ್ಲಿ ಸಚಿವನಾಗಿ ಸೇವೆ ಸಲ್ಲಿಸಿದ್ದೇನೆ ಎಂದರು.: [40, 1721, 226, 1823]
- quote-icon: ❝: [773, 760, 791, 795]
- lamp-icon: [1040, 18, 1060, 38]
- madara-col-2: ಇದ್ದವರಾಗಿದ್ದು ನಮ್ಮ ಸಮುದಾಯದ ಬೇಡಿಕೆಗಳ ಈಡೇರಿಕೆಗೆ ಸರ್ಕಾರದ ಮೇಲೆ ಒತ್ತಡ ಹೇರಲಾಗುವುದು. ಕಳೆದ 30 ವರ್ಷಗಳಿಂದ ನಿರಂತರ ಹೋರಾಟ ನಡೆಸಿಕೊಂಡು ಬಂದಿದ್ದೇವೆ. ನ್ಯಾಯಮೂರ್ತಿ ನಾಗಮೋಹನ್ ದಾಸ್ ಆಯೋಗದ ವರದಿ ಬಂದ ನಂತರ ಒಳಮೀಸಲಾತಿ ಜಾರಿಯಾಗಲಿದೆ ಎಂದರು. ಸಮಾರಂಭದಲ್ಲಿ ಮಾಜಿ ಸಚಿವ ಎಚ್. ಆಂಜನೇಯ, ಶ್ರೀಗಳು ಸಾನ್ನಿಧ್ಯ ವಹಿಸಿದ್ದರು.: [236, 1721, 396, 1823]
- page-number: ೦೯: [1186, 48, 1222, 86]
- atma-headline: ಪ್ರತಿಯೊಬ್ಬರೂ ಆತ್ಮವನ್ನು ಶುದ್ಧಿಯಾಗಿ ಇಟ್ಟುಕೊಳ್ಳಬೇಕು: [678, 1652, 1096, 1680]
- conference-banner: [655, 587, 955, 631]
- kiru-caption: ಚಿತ್ರದುರ್ಗದ ಡಿಸಿಸಿ ಬ್ಯಾಂಕ್ ಎದುರಿನ ಶ್ರೀರಾಮ ದೇವಸ್ಥಾನದಲ್ಲಿ ಭಾನುವಾರ ರಾಮ ನವಮಿ ಅಂಗವಾಗಿ ಬೋವಿ ಗುರುಪೀಠದ ಇಮ್ಮಡಿ ಸಿದ್ದರಾಮೇಶ್ವರ ಸ್ವಾಮೀಜಿ ಶ್ರೀರಾಮನಿಗೆ ಪುಷ್ಪಾರ್ಚನೆ ಮಾಡಿ ಭಕ್ತಿ ಸಮರ್ಪಿಸಿದರು.: [45, 797, 257, 850]
- shuddha-col-1: ದಾವಣಗೆರೆ: ಶುದ್ಧ ಕುಡಿಯುವ ನೀರು ಪೂರೈಕೆಯಿಂದ ನೀರಿನಿಂದ ಬರುವ ರೋಗಗಳ ತಡೆಗಟ್ಟಬಹುದಾಗಿದೆ ಎಂದು ಸಂಸದೆ ಡಾ. ಪ್ರಭಾ ಮಲ್ಲಿಕಾರ್ಜುನ್ ತಿಳಿಸಿದರು. ತಾಲ್ಲೂಕಿನ ಬಸವಾಪಟ್ಟಣ ಗ್ರಾಮದಲ್ಲಿ ಜಲ ಜೀವನ್ ಮಿಷನ್ ಯೋಜನೆಯಡಿ 24×7 ಕುಡಿಯುವ ನೀರು ಪೂರೈಕೆ ಯೋಜನೆಗೆ ಚಾಲನೆ ನೀಡಿ ಮಾತನಾಡಿದರು. ನಿರಂತರ ಕುಡಿಯುವ ನೀರಿನ ಯೋಜನೆಯಿಂದ ಗ್ರಾಮದ ಪ್ರತಿ ಮನೆಗೂ ಶುದ್ಧ ನೀರು ತಲುಪಲಿದೆ. ಇದರಿಂದ ಜನರ ಆರೋಗ್ಯ ಸುಧಾರಣೆಯಾಗಲಿದೆ ಎಂದರು.: [618, 1099, 834, 1188]
- upajati-col-3: ಜನಾಂಗ ಹಿಂದುಳಿದಿದೆ. ರಾಜ್ಯದ ಕೆಲವೆಡೆ ಆದಿಕರ್ನಾಟಕ, ಆದಿದ್ರಾವಿಡ ಹೆಸರಿನ ಗೊಂದಲವಿದೆ. ಹೀಗಾಗಿ ಛಲವಾದಿ ಸಮಾಜದವರು ಗೊಂದಲ ಮಾಡಿಕೊಳ್ಳದೆ ಸ್ಪಷ್ಟವಾಗಿ ನಮೂದಿಸಬೇಕು ಎಂದರು. ಮಹಾಸಭಾದ ಮುಖಂಡರಾದ ಎ.ಡಿ.ಈಶ್ವರಪ್ಪ, ಎಸ್. ಶೇಖರಪ್ಪ, ನಾಗಭೂಷಣ್, ಹೆಚ್. ಮಂಜಪ್ಪ, ಬಸವರಾಜ್ ಹಾಲೇಶ್, ಡಿ.ಜಿ.ಉಮೇಶ್, ಹೆಚ್.ಮಂಜುನಾಥ್, ಜಗನ್ನಾಥ್ ಸುದ್ದಿಗೋಷ್ಠಿಯಲ್ಲಿದ್ದರು.: [536, 1437, 776, 1500]
- kiru-photo: [42, 560, 260, 790]
- lead-col-2: ತೆಗೆದುಕೊಂಡಿದ್ದೀರಿ? ಈ ಬಗ್ಗೆ ಏನು ಕ್ರಮ ಕೈಗೊಂಡಿದ್ದೀರಿ ಎಂದು ಪ್ರಶ್ನಿಸಿದರು. ಇದಕ್ಕೆ ಪ್ರತಿಕ್ರಿಯಿಸಿದ ತಾಲೂಕು ಆರೋಗ್ಯಾಧಿಕಾರಿಗಳು, ಎಲ್ಲಾ ಪಿ.ಎಚ್.ಸಿ ಗಳಲ್ಲಿ ಔಷಧ ಸಮರ್ಪಕವಾಗಿ ದಾಸ್ತಾನಿದೆ ಎಂದರು. ಹಾಗಾದರೆ ದಾಸ್ತಾನಿದ್ದರೆ ಔಷಧ ಏಕೆ ನೀಡುತ್ತಿಲ್ಲ? ಜನರ ಜೀವದ ಜೊತೆ ಚೆಲ್ಲಾಟ ಆಡಬೇಡಿ. ಈ ಬಗ್ಗೆ ವರದಿ ಸಲ್ಲಿಸಿ ಎಂದರು. ಪ್ರಾಥಮಿಕ ಕೇಂದ್ರ: [250, 331, 440, 407]
